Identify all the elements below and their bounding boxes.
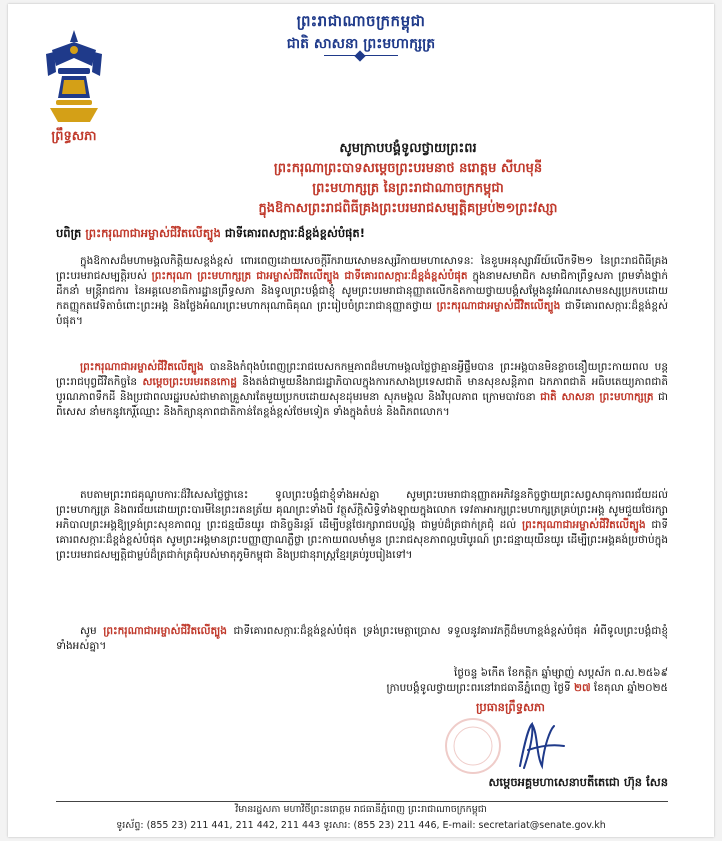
p1-text-a: ក្នុងឱកាសដ៏មហាមង្គលកិត្តិយសខ្ពង់ខ្ពស់ ពោរពេញដោយសេចក្តីរីករាយសោមនស្សរីកាយមហាសោទនៈ នៃខួបអនុស្សាវរីយ៍លើកទី២១ នៃព្រះរាជពិធីគ្រងព្រះបរមរាជសម្បត្តិរបស់ [56,255,668,282]
solar-date-suffix: ខែតុលា ឆ្នាំ២០២៥ [593,682,668,694]
paragraph-3 [56,488,668,563]
p2-highlight-3: ជាតិ សាសនា ព្រះមហាក្សត្រ [540,391,654,403]
paragraph-2 [56,360,668,420]
p2-text-c: ជាពិសេស នាំមកនូវកេរ្តិ៍ឈ្មោះ និងកិត្យានុភាពជាតិកាន់តែខ្ពង់ខ្ពស់ថែមទៀត ទាំងក្នុងតំបន់ និងពិភពលោក។ [56,391,668,418]
p1-highlight-1: ព្រះករុណា ព្រះមហាក្សត្រ ជាអម្ចាស់ជីវិតលើត្បូង ជាទីគោរពសក្ការៈដ៏ខ្ពង់ខ្ពស់បំផុត [151,270,468,282]
p2-highlight-1: ព្រះករុណាជាអម្ចាស់ជីវិតលើត្បូង [80,361,204,373]
lunar-date: ថ្ងៃចន្ទ ៦កើត ខែកត្តិក ឆ្នាំម្សាញ់ សប្តស័ក ព.ស.២៥៦៩ [454,667,668,679]
salutation [56,226,668,241]
p4-text-a: សូម [80,625,97,637]
official-stamp-icon [440,716,506,776]
paragraph-1 [56,254,668,329]
p1-text-c: ជាទីគោរពសក្ការៈដ៏ខ្ពង់ខ្ពស់បំផុត។ [56,300,668,327]
p2-text-a: បាននិងកំពុងបំពេញព្រះរាជបេសកកម្មភាពដ៏មហាមង្គលថ្លៃថ្លាគ្មានអ្វីផ្ទឹមបាន ព្រះអង្គបានមិនខ្លាចនឿយព្រះកាយពល បន្តព្រះរាជបុព្វជីវិតកិច្ចនៃ [56,361,668,388]
title-line-1: សូមក្រាបបង្គំទូលថ្វាយព្រះពរ [339,141,477,156]
salutation-prefix: បពិត្រ [56,226,82,240]
signatory-name: សម្តេចអគ្គមហាសេនាបតីតេជោ ហ៊ុន សែន [488,775,668,789]
national-motto: ជាតិ សាសនា ព្រះមហាក្សត្រ [286,36,436,52]
p2-text-b: និងតង់ជាមួយនឹងរាជរដ្ឋាភិបាលក្នុងការកសាងប្រទេសជាតិ មានសុខសន្តិភាព ឯកភាពជាតិ អធិបតេយ្យភាពជាតិ បូរណភាពទឹកដី និងប្រជាពលរដ្ឋរបស់ជាមាតាគ្រួសារតែមួយប្រកបដោយសុខដុមរមនា សុភមង្គល និងវិបុលភាព ក្រោមបាវចនា [56,376,669,403]
p2-highlight-2: សម្តេចព្រះបរមរតនកោដ្ឋ [142,376,237,388]
salutation-highlight: ព្រះករុណាជាអម្ចាស់ជីវិតលើត្បូង [85,226,221,240]
senate-emblem-icon [34,28,114,128]
header-divider [324,55,398,56]
paragraph-4 [56,624,668,654]
kingdom-header: ព្រះរាជាណាចក្រកម្ពុជា [296,12,426,30]
letter-page [8,4,714,837]
solar-date [386,682,668,697]
p3-text-b: ជាទីគោរពសក្ការៈដ៏ខ្ពង់ខ្ពស់បំផុត សូមព្រះអង្គមានព្រះបញ្ញាញាណភ្លឺថ្លា ព្រះកាយពលមាំមួន ព្រះរាជសុខភាពល្អបរិបូរណ៍ ព្រះជន្មាយុយឺនយូរ ដើម្បីព្រះអង្គគង់ប្រថាប់ក្នុងព្រះបរមរាជសម្បត្តិជាម្លប់ដ៏ត្រជាក់ត្រជុំរបស់មាតុភូមិកម្ពុជា និងប្រជានុរាស្ត្រខ្មែរគ្រប់រូបរៀងទៅ។ [56,519,668,561]
p1-text-b: ក្នុងនាមសមាជិក សមាជិកាព្រឹទ្ធសភា ព្រមទាំងថ្នាក់ដឹកនាំ មន្ត្រីរាជការ នៃអគ្គលេខាធិការដ្ឋានព្រឹទ្ធសភា និងទូលព្រះបង្គំជាខ្ញុំ សូមព្រះបរមរាជានុញ្ញាតលើកឧិតកាយថ្វាយបង្គំសម្តែងនូវអំណរសោមនស្សប្រកបដោយកតញ្ញុកតវេទិតាចំពោះព្រះអង្គ និងថ្លែងអំណរព្រះមហាករុណាធិគុណ ព្រះរៀបចំព្រះរាជានុញ្ញាតថ្វាយ [56,270,668,312]
signatory-title: ប្រធានព្រឹទ្ធសភា [476,700,545,714]
title-line-2: ព្រះករុណាព្រះបាទសម្តេចព្រះបរមនាថ នរោត្តម សីហមុនី [273,161,543,176]
p4-highlight: ព្រះករុណាជាអម្ចាស់ជីវិតលើត្បូង [103,625,227,637]
p3-highlight: ព្រះករុណាជាអម្ចាស់ជីវិតលើត្បូង [521,519,646,531]
p4-text-b: ជាទីគោរពសក្ការៈដ៏ខ្ពង់ខ្ពស់បំផុត ទ្រង់ព្រះមេត្តាប្រោស ទទួលនូវគារវភក្តីដ៏មហាខ្ពង់ខ្ពស់បំផុត អំពីទូលព្រះបង្គំជាខ្ញុំទាំងអស់គ្នា។ [56,625,668,652]
solar-date-prefix: ក្រាបបង្គំទូលថ្វាយព្រះពរនៅរាជធានីភ្នំពេញ ថ្ងៃទី [386,682,571,694]
footer-address: វិមានរដ្ឋសភា មហាវិថីព្រះនរោត្តម រាជធានីភ្នំពេញ ព្រះរាជាណាចក្រកម្ពុជា [235,804,487,815]
footer-contact: ទូរស័ព្ទ: (855 23) 211 441, 211 442, 211 443 ទូរសារ: (855 23) 211 446, E-mail: secretariat@senate.gov.kh [116,820,606,831]
solar-date-day: ២៧ [574,682,591,694]
salutation-suffix: ជាទីគោរពសក្ការៈដ៏ខ្ពង់ខ្ពស់បំផុត! [224,226,365,240]
title-line-4: ក្នុងឱកាសព្រះរាជពិធីគ្រងព្រះបរមរាជសម្បត្តិគម្រប់២១ព្រះវស្សា [258,201,558,216]
handwritten-signature-icon [498,716,578,776]
sender-organization: ព្រឹទ្ធសភា [51,129,97,144]
p1-highlight-2: ព្រះករុណាជាអម្ចាស់ជីវិតលើត្បូង [436,300,561,312]
p3-text-a: តបតាមព្រះរាជគុណូបការៈដ៏វិសេសថ្លៃថ្លានេះ ទូលព្រះបង្គំជាខ្ញុំទាំងអស់គ្នា សូមព្រះបរមរាជានុញ្ញាតអភិវន្ទនកិច្ចថ្វាយព្រះសព្វសាធុការពរជ័យដល់ព្រះមហាក្សត្រ និងពរជ័យដោយព្រះបារមីនៃព្រះរតនត្រ័យ គុណព្រះទាំងបី វត្ថុស័ក្តិសិទ្ធិទាំងឡាយក្នុងលោក ទេវតាអារក្សព្រះមហាក្សត្រគ្រប់ព្រះអង្គ សូមជួយថែរក្សាអភិបាលព្រះអង្គឱ្យទ្រង់ព្រះសុខភាពល្អ ព្រះជន្មយឺនយូរ ជានិច្ចនិរន្តរ៍ ដើម្បីបន្តថែរក្សារាជបល្ល័ង្ក ជាម្លប់ដ៏ត្រជាក់ត្រជុំ ដល់ [56,489,668,531]
title-line-3: ព្រះមហាក្សត្រ នៃព្រះរាជាណាចក្រកម្ពុជា [312,181,504,196]
footer-divider [56,801,668,802]
